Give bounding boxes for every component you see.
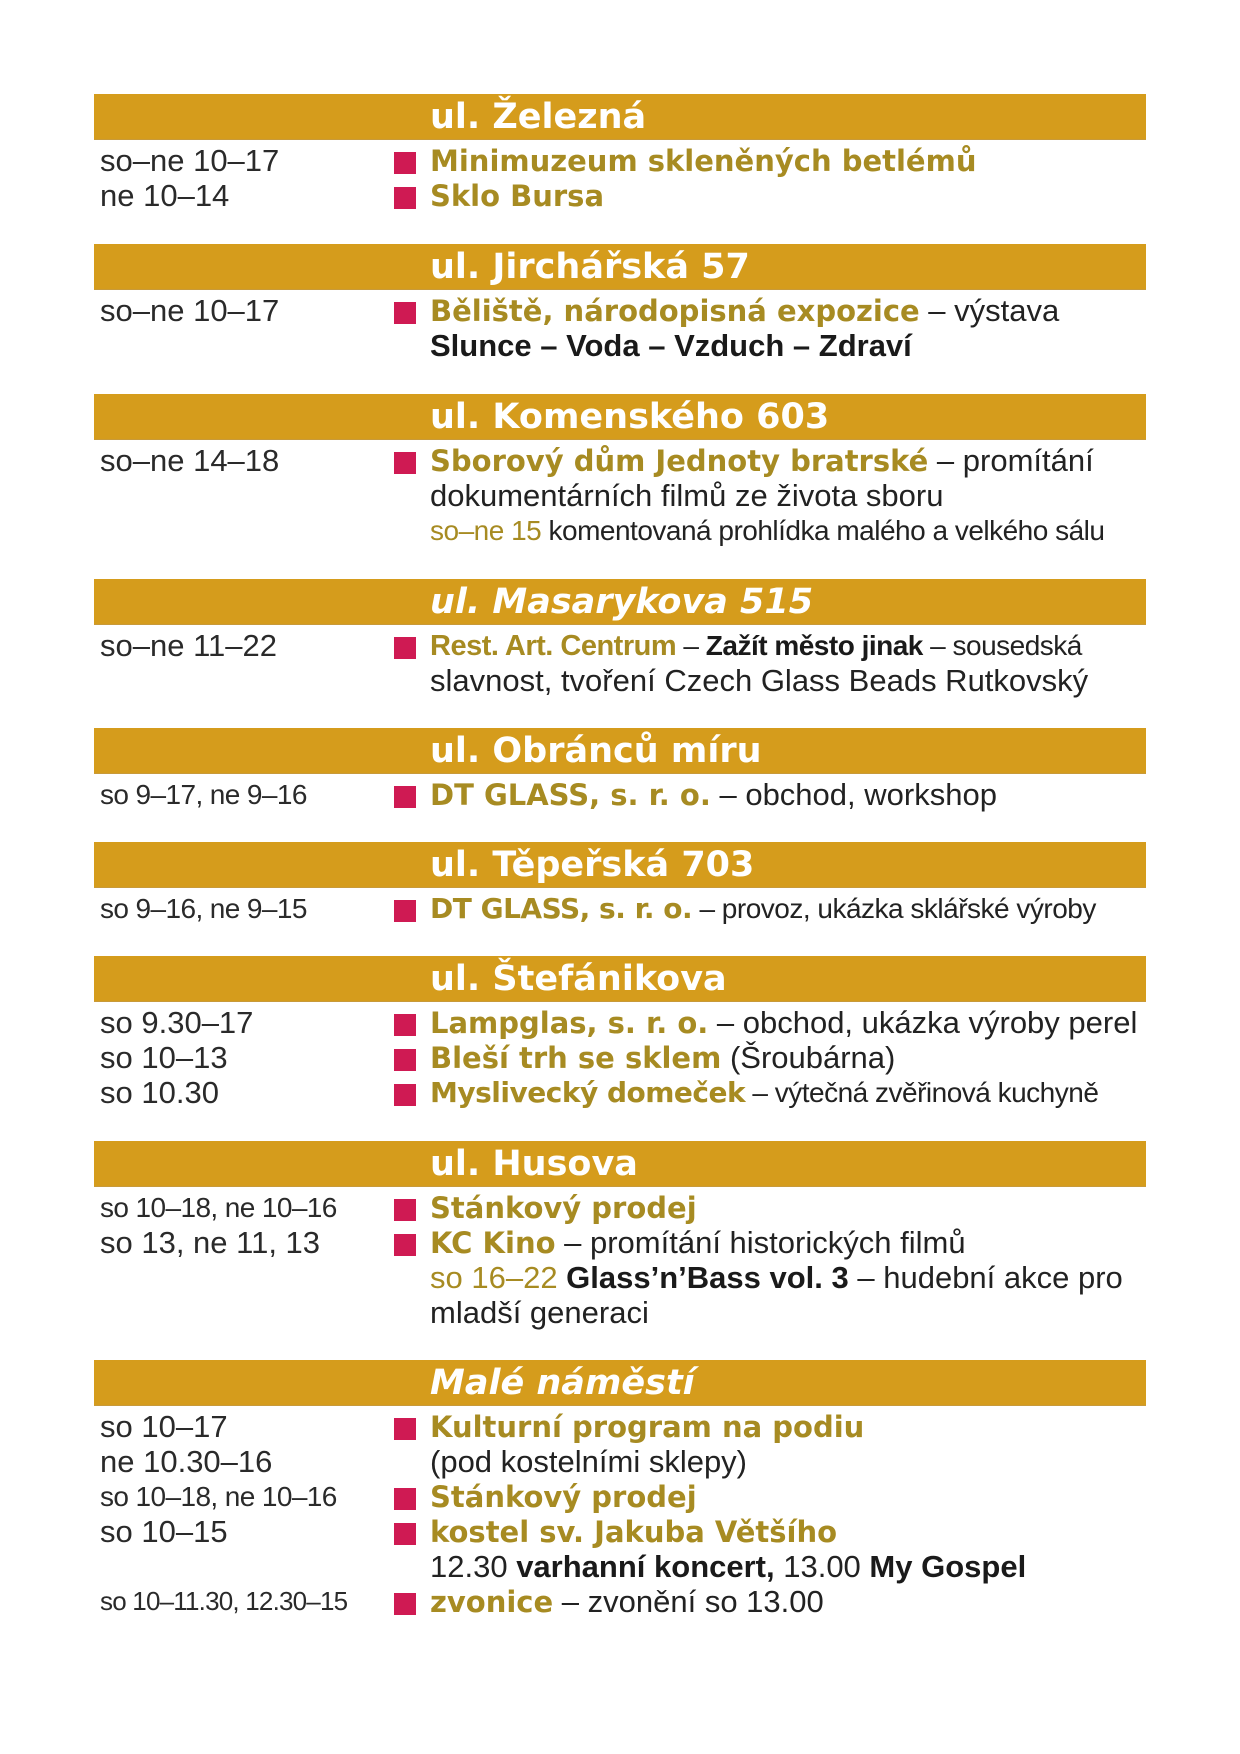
list-item: [94, 1479, 1146, 1514]
bullet-icon: [394, 1593, 416, 1615]
time-label: so 10–15: [100, 1514, 228, 1549]
venue-name: Sklo Bursa: [430, 179, 605, 213]
bullet-icon: [394, 152, 416, 174]
section-title: Malé náměstí: [430, 1363, 695, 1403]
description: slavnost, tvoření Czech Glass Beads Rutkovský: [430, 663, 1089, 698]
description: – zvonění: [553, 1584, 697, 1619]
bullet-icon: [394, 1488, 416, 1510]
description: – výstava: [919, 293, 1060, 328]
section-male-namesti: [94, 1360, 1146, 1619]
venue-name: Bleší trh se sklem: [430, 1041, 722, 1075]
list-item: [94, 891, 1146, 926]
event-title: My Gospel: [860, 1549, 1027, 1584]
list-item-continuation: [94, 663, 1146, 698]
exhibition-title: Slunce – Voda – Vzduch – Zdraví: [430, 328, 912, 363]
section-komenskeho: [94, 394, 1146, 548]
list-item: [94, 777, 1146, 812]
section-teperska: [94, 842, 1146, 926]
bullet-icon: [394, 1418, 416, 1440]
bullet-icon: [394, 187, 416, 209]
list-item: so–ne 11–22 Rest. Art. Centrum – Zažít město jinak – sousedská: [100, 628, 1082, 663]
list-item: [94, 1584, 1146, 1619]
list-item: [94, 1190, 1146, 1225]
list-item: [94, 1040, 1146, 1075]
section-header: [94, 94, 1146, 139]
list-item-continuation: [94, 1295, 1146, 1330]
section-obrancu-miru: [94, 728, 1146, 812]
section-stefanikova: [94, 956, 1146, 1110]
venue-name: DT GLASS, s. r. o.: [430, 892, 693, 925]
description: – sousedská: [922, 630, 1082, 661]
time-label: 12.30: [430, 1549, 508, 1584]
event-title: Zažít město jinak: [705, 630, 923, 661]
section-title: ul. Jirchářská 57: [430, 247, 750, 287]
bullet-icon: [394, 1084, 416, 1106]
bullet-icon: [394, 452, 416, 474]
description: – obchod, ukázka výroby perel: [708, 1005, 1138, 1040]
list-item: [94, 1514, 1146, 1549]
section-zelezna: [94, 94, 1146, 213]
venue-name: Běliště, národopisná expozice: [430, 294, 920, 328]
time-label: so–ne 11–22: [100, 628, 277, 663]
venue-name: kostel sv. Jakuba Většího: [430, 1515, 838, 1549]
time-label: so 10–11.30, 12.30–15: [100, 1586, 348, 1616]
list-item: [94, 1005, 1146, 1040]
time-label: so 10–18, ne 10–16: [100, 1481, 337, 1512]
time-label: so 9–16, ne 9–15: [100, 893, 307, 924]
time-label: so 10–13: [100, 1040, 228, 1075]
description: komentovaná prohlídka malého a velkého sálu: [541, 515, 1105, 546]
venue-name: Minimuzeum skleněných betlémů: [430, 144, 977, 178]
bullet-icon: [394, 1049, 416, 1071]
description: – hudební akce pro: [848, 1260, 1123, 1295]
description: mladší generaci: [430, 1295, 649, 1330]
time-label: so–ne 10–17: [100, 143, 280, 178]
section-header: [94, 728, 1146, 773]
time-label: so–ne 14–18: [100, 443, 280, 478]
venue-name: Stánkový prodej: [430, 1191, 697, 1225]
section-header: [94, 244, 1146, 289]
time-label: 13.00: [774, 1549, 861, 1584]
bullet-icon: [394, 900, 416, 922]
description: – promítání historických filmů: [555, 1225, 966, 1260]
section-header: [94, 394, 1146, 439]
description: (pod kostelními sklepy): [430, 1444, 748, 1479]
time-label: ne 10–14: [100, 178, 230, 213]
venue-name: Stánkový prodej: [430, 1480, 697, 1514]
list-item: [94, 1075, 1146, 1110]
venue-name: DT GLASS, s. r. o.: [430, 778, 711, 812]
section-title: ul. Husova: [430, 1144, 638, 1184]
venue-name: Kulturní program na podiu: [430, 1410, 865, 1444]
list-item-continuation: [94, 1549, 1146, 1584]
time-label: so 16–22: [430, 1260, 567, 1295]
section-header: [94, 842, 1146, 887]
list-item-continuation: [94, 478, 1146, 513]
section-header: [94, 956, 1146, 1001]
bullet-icon: [394, 786, 416, 808]
section-header: [94, 1141, 1146, 1186]
section-title: ul. Železná: [430, 97, 647, 137]
venue-name: Lampglas, s. r. o.: [430, 1006, 709, 1040]
time-label: so 9–17, ne 9–16: [100, 779, 307, 810]
section-title: ul. Komenského 603: [430, 397, 830, 437]
time-label: so–ne 15: [430, 515, 542, 546]
list-item: [94, 178, 1146, 213]
list-item-continuation: [94, 1260, 1146, 1295]
description: – obchod, workshop: [710, 777, 997, 812]
section-title: ul. Obránců míru: [430, 731, 762, 771]
bullet-icon: [394, 637, 416, 659]
venue-name: Rest. Art. Centrum: [430, 630, 677, 662]
section-title: ul. Masarykova 515: [430, 582, 814, 622]
section-title: ul. Štefánikova: [430, 959, 727, 999]
list-item-continuation: [94, 513, 1146, 548]
description: – promítání: [928, 443, 1094, 478]
list-item-continuation: [94, 1444, 1146, 1479]
bullet-icon: [394, 302, 416, 324]
list-item: [94, 1409, 1146, 1444]
bullet-icon: [394, 1014, 416, 1036]
bullet-icon: [394, 1523, 416, 1545]
description: dokumentárních filmů ze života sboru: [430, 478, 944, 513]
time-label: ne 10.30–16: [100, 1444, 273, 1479]
venue-name: KC Kino: [430, 1226, 556, 1260]
section-masarykova: [94, 579, 1146, 698]
section-header: [94, 579, 1146, 624]
event-title: varhanní koncert,: [507, 1549, 775, 1584]
time-label: so 10–17: [100, 1409, 228, 1444]
time-label: so 10–18, ne 10–16: [100, 1192, 337, 1223]
bullet-icon: [394, 1234, 416, 1256]
section-husova: [94, 1141, 1146, 1330]
description: – provoz, ukázka sklářské výroby: [692, 893, 1096, 924]
list-item: [94, 1225, 1146, 1260]
list-item: [94, 443, 1146, 478]
venue-name: Myslivecký domeček: [430, 1076, 746, 1109]
section-title: ul. Těpeřská 703: [430, 845, 755, 885]
list-item: [94, 293, 1146, 328]
description: (Šroubárna): [721, 1040, 896, 1075]
event-title: Glass’n’Bass vol. 3: [566, 1260, 849, 1295]
time-label: so 13.00: [696, 1584, 824, 1619]
description: – výtečná zvěřinová kuchyně: [745, 1077, 1099, 1108]
time-label: so 9.30–17: [100, 1005, 254, 1040]
list-item-continuation: [94, 328, 1146, 363]
section-jircharska: [94, 244, 1146, 363]
list-item: [94, 143, 1146, 178]
bullet-icon: [394, 1199, 416, 1221]
time-label: so–ne 10–17: [100, 293, 280, 328]
section-header: [94, 1360, 1146, 1405]
time-label: so 10.30: [100, 1075, 219, 1110]
time-label: so 13, ne 11, 13: [100, 1225, 321, 1260]
venue-name: Sborový dům Jednoty bratrské: [430, 444, 929, 478]
venue-name: zvonice: [430, 1585, 554, 1619]
